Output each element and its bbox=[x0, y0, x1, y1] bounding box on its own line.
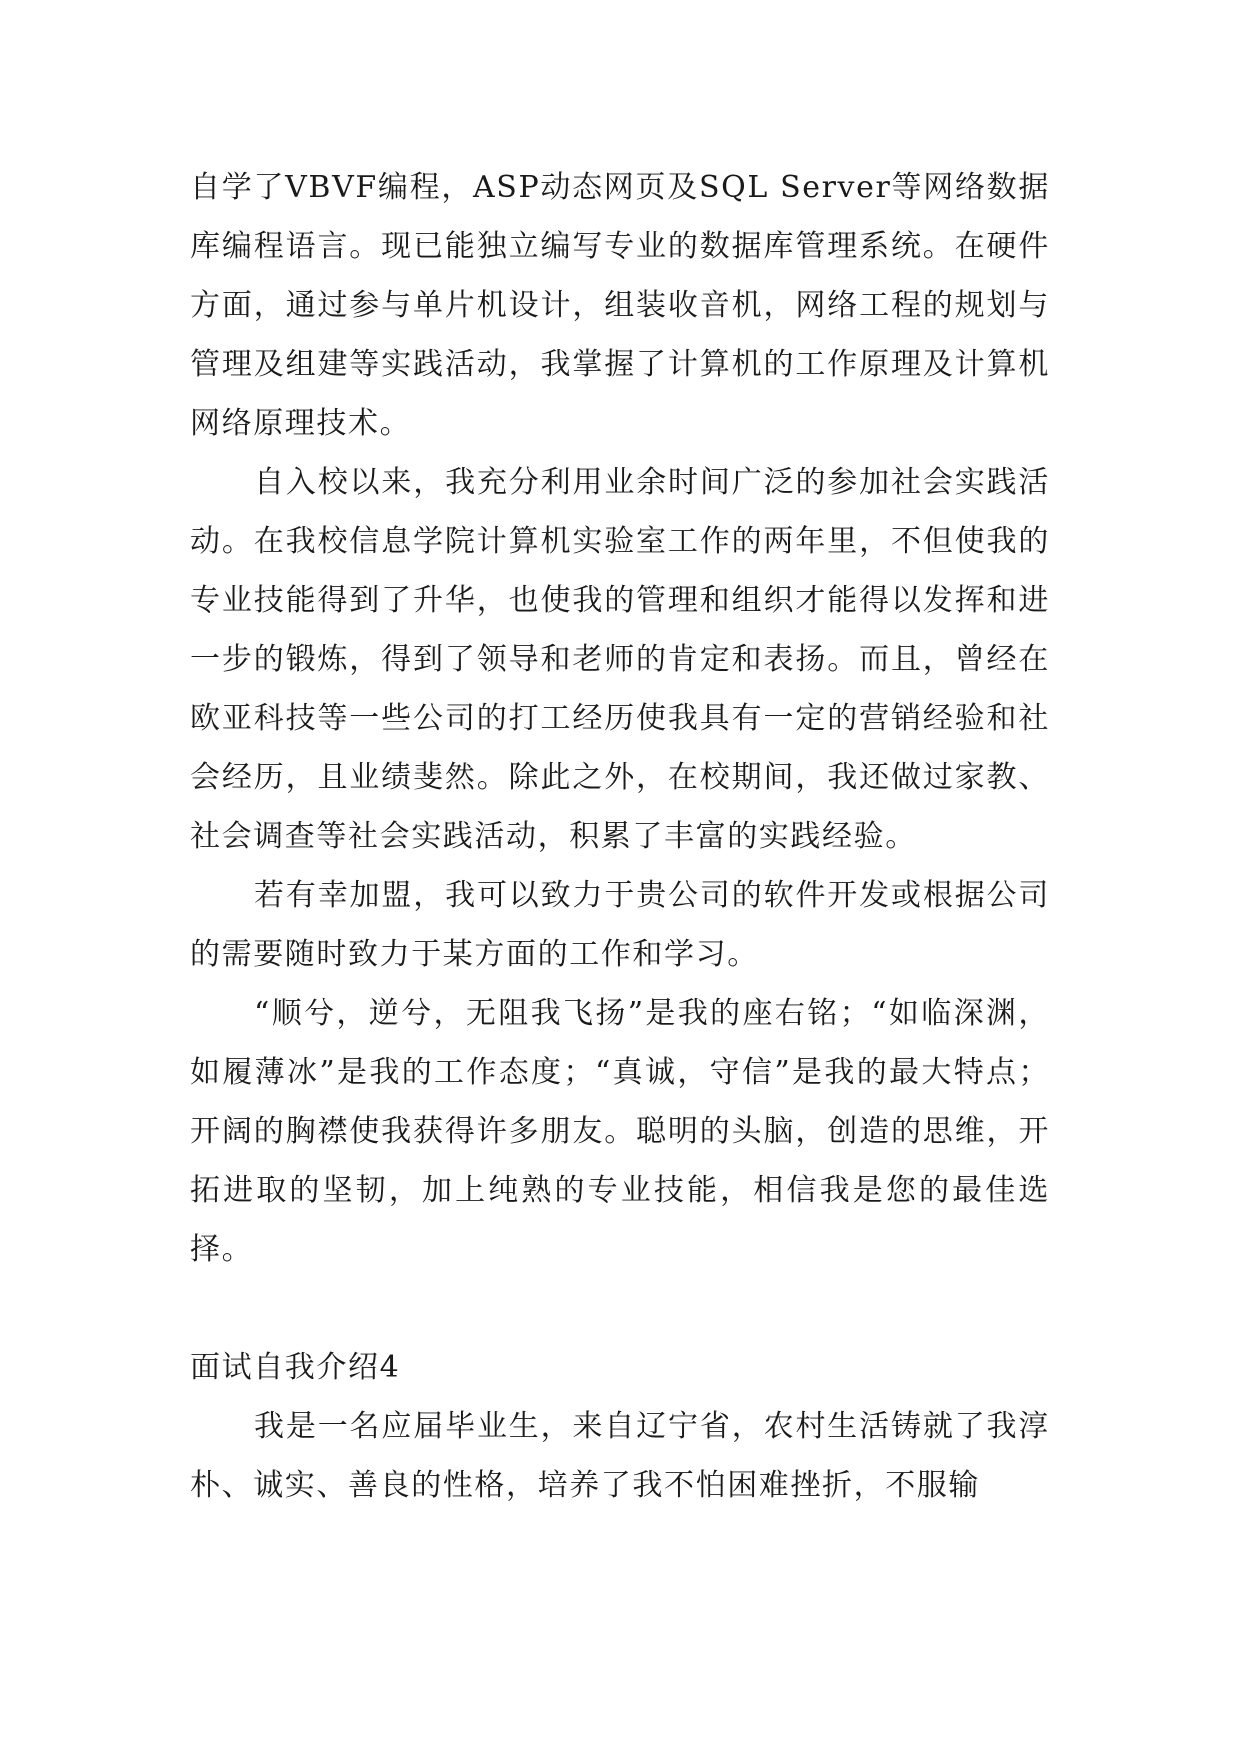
paragraph-motto: “顺兮，逆兮，无阻我飞扬”是我的座右铭；“如临深渊，如履薄冰”是我的工作态度；“真诚，守信”是我的最大特点；开阔的胸襟使我获得许多朋友。聪明的头脑，创造的思维，开拓进取的坚韧，加上纯熟的专业技能，相信我是您的最佳选择。 bbox=[190, 996, 1050, 1267]
document-body bbox=[190, 158, 1050, 1515]
paragraph-intro: 我是一名应届毕业生，来自辽宁省，农村生活铸就了我淳朴、诚实、善良的性格，培养了我不怕困难挫折，不服输 bbox=[190, 1409, 1050, 1503]
paragraph-practice: 自入校以来，我充分利用业余时间广泛的参加社会实践活动。在我校信息学院计算机实验室工作的两年里，不但使我的专业技能得到了升华，也使我的管理和组织才能得以发挥和进一步的锻炼，得到了领导和老师的肯定和表扬。而且，曾经在欧亚科技等一些公司的打工经历使我具有一定的营销经验和社会经历，且业绩斐然。除此之外，在校期间，我还做过家教、社会调查等社会实践活动，积累了丰富的实践经验。 bbox=[190, 465, 1050, 854]
section-heading: 面试自我介绍4 bbox=[190, 1350, 401, 1385]
paragraph-skills-continued: 自学了VBVF编程，ASP动态网页及SQL Server等网络数据库编程语言。现已能独立编写专业的数据库管理系统。在硬件方面，通过参与单片机设计，组装收音机，网络工程的规划与管理及组建等实践活动，我掌握了计算机的工作原理及计算机网络原理技术。 bbox=[190, 170, 1050, 441]
paragraph-join: 若有幸加盟，我可以致力于贵公司的软件开发或根据公司的需要随时致力于某方面的工作和学习。 bbox=[190, 878, 1050, 972]
